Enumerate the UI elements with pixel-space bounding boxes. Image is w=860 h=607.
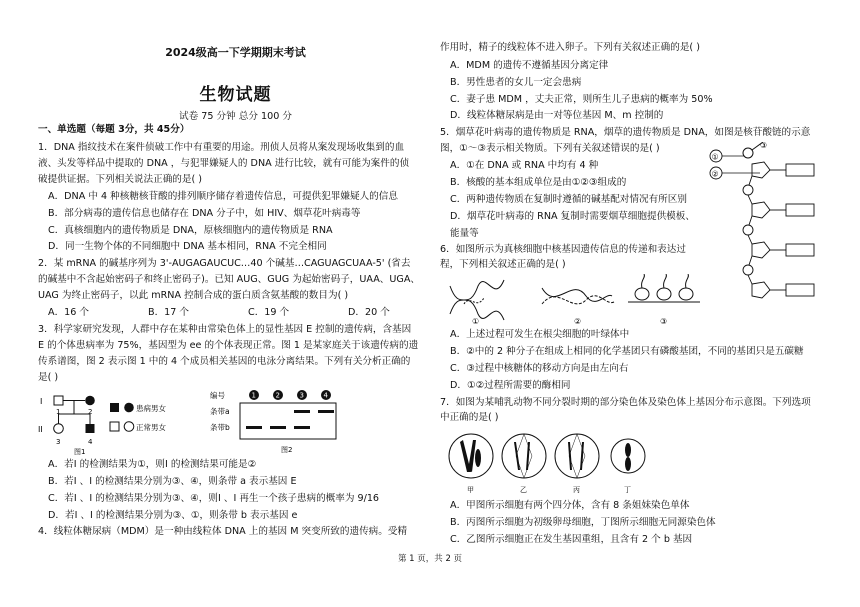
base-3	[786, 244, 814, 256]
fig2-caption: 图2	[281, 446, 293, 454]
q2-option-c: C．19 个	[248, 307, 290, 318]
gel-band-b-lane-1	[246, 426, 262, 429]
q3-figure	[38, 388, 338, 456]
q5-line: 图，①～③表示相关物质。下列有关叙述错误的是( )	[440, 143, 660, 154]
legend-affected-label: 患病男女	[136, 404, 166, 413]
pedigree-num-4: 4	[88, 438, 93, 446]
q4-option-a: A．MDM 的遗传不遵循基因分离定律	[450, 60, 609, 71]
q1-option-b: B．部分病毒的遗传信息也储存在 DNA 分子中，如 HIV、烟草花叶病毒等	[48, 208, 361, 219]
sugar-4	[752, 282, 770, 298]
q3-line: 传系谱图，图 2 表示图 1 中的 4 个成员相关基因的电泳分离结果。下列有关分析正确的	[38, 356, 411, 367]
q5-option-c: C．两种遗传物质在复制时遵循的碱基配对情况有所区别	[450, 194, 687, 205]
base-2	[786, 204, 814, 216]
q3-option-c: C．若Ⅰ 、Ⅰ 的检测结果分别为③、④，则Ⅰ 、Ⅰ 再生一个孩子患病的概率为 9/16	[48, 493, 380, 504]
exam-title: 2024级高一下学期期末考试	[165, 46, 306, 59]
q6-option-b: B．②中的 2 种分子在组成上相同的化学基团只有磷酸基团，不同的基团只是五碳糖	[450, 346, 804, 357]
q4-line: 作用时，精子的线粒体不进入卵子。下列有关叙述正确的是( )	[440, 42, 700, 53]
section-heading: 一、单选题（每题 3分，共 45分）	[38, 124, 190, 135]
cell-label-bing: 丙	[573, 486, 580, 494]
gel-box	[240, 403, 336, 439]
legend-affected-female	[124, 403, 134, 413]
q6-option-a: A．上述过程可发生在根尖细胞的叶绿体中	[450, 329, 630, 340]
q5-option-d: D．烟草花叶病毒的 RNA 复制时需要烟草细胞提供模板、	[450, 211, 695, 222]
page-footer: 第 1 页，共 2 页	[397, 554, 463, 564]
q3-line: 3．科学家研究发现，人群中存在某种由常染色体上的显性基因 E 控制的遗传病，含基因	[38, 324, 412, 335]
q4-option-b: B．男性患者的女儿一定会患病	[450, 77, 582, 88]
q4-line: 4．线粒体糖尿病（MDM）是一种由线粒体 DNA 上的基因 M 突变所致的遗传病。受精	[38, 526, 408, 537]
q6-figure	[446, 274, 706, 326]
q5-label-3: ③	[760, 142, 768, 150]
cell-label-ding: 丁	[624, 486, 631, 494]
base-1	[786, 164, 814, 176]
q7-line: 7．如图为某哺乳动物不同分裂时期的部分染色体及染色体上基因分布示意图。下列选项	[440, 397, 811, 408]
q6-line: 6．如图所示为真核细胞中核基因遗传信息的传递和表达过	[440, 244, 686, 255]
phosphate-2	[743, 225, 753, 235]
q1-line: 1．DNA 指纹技术在案件侦破工作中有重要的用途。刑侦人员将从案发现场收集到的血	[38, 142, 405, 153]
gel-band-a-lane-4	[318, 410, 334, 413]
q6-line: 程，下列相关叙述正确的是( )	[440, 259, 566, 270]
q4-option-d: D．线粒体糖尿病是由一对等位基因 M、m 控制的	[450, 110, 664, 121]
cell-yi	[502, 434, 546, 478]
fig1-caption: 图1	[74, 448, 86, 456]
q5-option-a: A．①在 DNA 或 RNA 中均有 4 种	[450, 160, 599, 171]
pedigree-II3-female	[54, 424, 64, 434]
q5-label-2: ②	[711, 169, 719, 179]
q7-line: 中正确的是( )	[440, 412, 499, 423]
gel-lane-1: 1	[251, 391, 256, 400]
base-4	[786, 284, 814, 296]
pedigree-II4-male	[86, 424, 95, 433]
q4-option-c: C．妻子患 MDM ，丈夫正常，则所生儿子患病的概率为 50%	[450, 94, 713, 105]
q1-line: 液、头发等样品中提取的 DNA ，与犯罪嫌疑人的 DNA 进行比较，就有可能为案件的侦	[38, 158, 410, 169]
q6-option-d: D．①②过程所需要的酶相同	[450, 380, 571, 391]
sugar-1	[752, 162, 770, 178]
gel-lane-2: 2	[275, 391, 280, 400]
pedigree-I1-male	[54, 396, 63, 405]
legend-normal-label: 正常男女	[136, 423, 166, 432]
gel-band-b-lane-3	[294, 426, 310, 429]
q7-option-b: B．丙图所示细胞为初级卵母细胞，丁图所示细胞无同源染色体	[450, 517, 716, 528]
cell-label-jia: 甲	[467, 486, 474, 494]
legend-normal-female	[124, 422, 134, 432]
subject-title: 生物试题	[199, 85, 272, 105]
gel-number-label: 编号	[210, 391, 225, 400]
cell-label-yi: 乙	[520, 486, 527, 494]
q7-option-a: A．甲图所示细胞有两个四分体，含有 8 条姐妹染色单体	[450, 500, 690, 511]
q5-nucleotide-figure	[708, 142, 834, 300]
pedigree-I2-female	[85, 396, 95, 406]
q6-label-2: ②	[574, 317, 582, 326]
phosphate-1	[743, 185, 753, 195]
q6-label-3: ③	[660, 317, 668, 326]
sugar-2	[752, 202, 770, 218]
pedigree-num-2: 2	[88, 408, 93, 416]
q3-option-b: B．若Ⅰ 、Ⅰ 的检测结果分别为③、④，则条带 a 表示基因 E	[48, 476, 297, 487]
cell-bing	[555, 434, 599, 478]
gel-band-a-label: 条带a	[210, 407, 230, 416]
pedigree-num-1: 1	[56, 408, 61, 416]
q3-line: 是( )	[38, 372, 59, 383]
q1-option-d: D．同一生物个体的不同细胞中 DNA 基本相同，RNA 不完全相同	[48, 241, 327, 252]
q2-line: UAG 为终止密码子，以此 mRNA 控制合成的蛋白质含氨基酸的数目为( )	[38, 290, 349, 301]
q3-option-a: A．若Ⅰ 的检测结果为①，则Ⅰ 的检测结果可能是②	[48, 459, 257, 470]
q5-option-b: B．核酸的基本组成单位是由①②③组成的	[450, 177, 627, 188]
pedigree-num-3: 3	[56, 438, 61, 446]
q1-option-c: C．真核细胞内的遗传物质是 DNA，原核细胞内的遗传物质是 RNA	[48, 225, 333, 236]
q2-option-b: B．17 个	[148, 307, 190, 318]
gel-lane-numbers	[249, 390, 331, 400]
gel-band-b-label: 条带b	[210, 423, 230, 432]
exam-meta: 试卷 75 分钟 总分 100 分	[179, 111, 292, 122]
q6-label-1: ①	[472, 317, 480, 326]
q2-line: 的碱基中不含起始密码子和终止密码子)。已知 AUG、GUG 为起始密码子，UAA、UGA、	[38, 274, 420, 285]
gel-band-a-lane-3	[294, 410, 310, 413]
q7-cells-figure	[446, 426, 646, 496]
q1-option-a: A．DNA 中 4 种核糖核苷酸的排列顺序储存着遗传信息，可提供犯罪嫌疑人的信息	[48, 191, 398, 202]
q3-line: E 的个体患病率为 75%，基因型为 ee 的个体表现正常。图 1 是某家庭关于该遗传病的遗	[38, 340, 419, 351]
legend-affected-male	[110, 403, 119, 412]
gen-label-I: I	[40, 397, 43, 406]
q2-option-a: A．16 个	[48, 307, 90, 318]
gel-band-b-lane-2	[270, 426, 286, 429]
q3-option-d: D．若Ⅰ 、Ⅰ 的检测结果分别为③、①，则条带 b 表示基因 e	[48, 510, 298, 521]
q5-line: 5．烟草花叶病毒的遗传物质是 RNA，烟草的遗传物质是 DNA，如图是核苷酸链的示意	[440, 127, 811, 138]
gel-lane-3: 3	[299, 391, 304, 400]
gel-lane-4: 4	[323, 391, 328, 400]
q1-line: 破提供证据。下列相关说法正确的是( )	[38, 174, 203, 185]
q5-option-d-cont: 能量等	[450, 228, 479, 239]
sugar-3	[752, 242, 770, 258]
q2-line: 2．某 mRNA 的碱基序列为 3'-AUGAGAUCUC…40 个碱基…CAGUAGCUAA-5' (省去	[38, 258, 411, 269]
q7-option-c: C．乙图所示细胞正在发生基因重组，且含有 2 个 b 基因	[450, 534, 693, 545]
q5-label-1: ①	[711, 152, 719, 162]
phosphate-3	[743, 265, 753, 275]
phosphate-top	[743, 148, 753, 158]
legend-normal-male	[110, 422, 119, 431]
gen-label-II: II	[38, 425, 43, 434]
q2-option-d: D．20 个	[348, 307, 390, 318]
q6-option-c: C．③过程中核糖体的移动方向是由左向右	[450, 363, 629, 374]
